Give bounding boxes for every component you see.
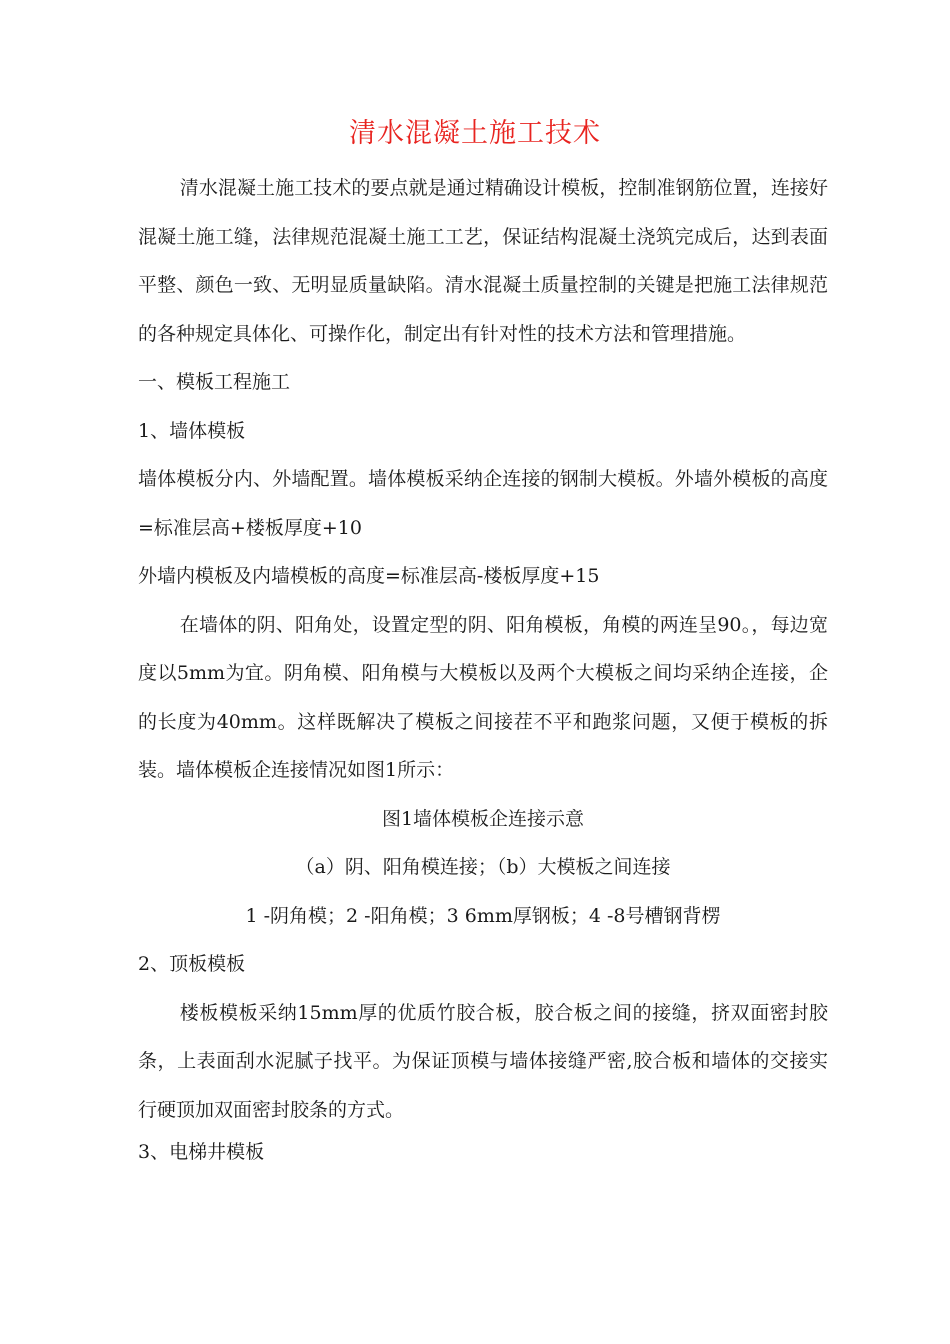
- figure-caption-title: 图1墙体模板企连接示意: [381, 807, 585, 830]
- slab-paragraph: 楼板模板采纳15mm厚的优质竹胶合板，胶合板之间的接缝，挤双面密封胶条，上表面刮水泥腻子找平。为保证顶模与墙体接缝严密,胶合板和墙体的交接实行硬顶加双面密封胶条的方式。: [138, 1001, 828, 1121]
- corner-paragraph: 在墙体的阴、阳角处，设置定型的阴、阳角模板，角模的两连呈90。，每边宽度以5mm为宜。阴角模、阳角模与大模板以及两个大模板之间均采纳企连接，企的长度为40mm。这样既解决了模板之间接茬不平和跑浆问题，又便于模板的拆装。墙体模板企连接情况如图1所示：: [138, 613, 828, 781]
- figure-caption-subtitle: （a）阴、阳角模连接；（b）大模板之间连接: [295, 856, 671, 878]
- inner-height-paragraph: 外墙内模板及内墙模板的高度=标准层高-楼板厚度+15: [138, 565, 600, 587]
- document-title: 清水混凝土施工技术: [349, 118, 601, 149]
- subheading-wall-formwork: 1、墙体模板: [138, 419, 246, 442]
- subheading-slab-formwork: 2、顶板模板: [138, 953, 246, 975]
- intro-paragraph: 清水混凝土施工技术的要点就是通过精确设计模板，控制准钢筋位置，连接好混凝土施工缝，法律规范混凝土施工工艺，保证结构混凝土浇筑完成后，达到表面平整、颜色一致、无明显质量缺陷。清水混凝土质量控制的关键是把施工法律规范的各种规定具体化、可操作化，制定出有针对性的技术方法和管理措施。: [138, 177, 828, 345]
- document-body: [138, 164, 828, 1170]
- subheading-elevator-formwork: 3、电梯井模板: [138, 1141, 265, 1163]
- wall-config-paragraph: 墙体模板分内、外墙配置。墙体模板采纳企连接的钢制大模板。外墙外模板的高度=标准层高+楼板厚度+10: [138, 468, 828, 539]
- figure-legend: 1 -阴角模；2 -阳角模；3 6mm厚钢板；4 -8号槽钢背楞: [245, 904, 721, 927]
- section-heading-formwork: 一、模板工程施工: [138, 371, 291, 393]
